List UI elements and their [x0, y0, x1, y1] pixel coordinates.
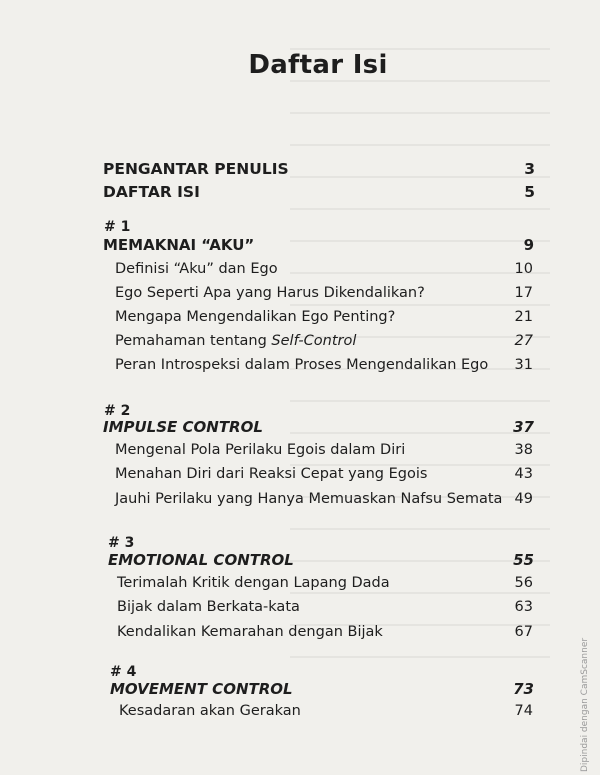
section-heading: MEMAKNAI “AKU”	[103, 236, 255, 254]
toc-page-number: 63	[514, 599, 533, 615]
toc-label: Menahan Diri dari Reaksi Cepat yang Egois	[115, 466, 428, 482]
toc-label: Definisi “Aku” dan Ego	[115, 261, 278, 277]
toc-entry	[0, 333, 600, 357]
toc-page-number: 17	[514, 285, 533, 301]
toc-entry	[0, 491, 600, 515]
section-page-number: 37	[513, 418, 534, 436]
toc-entry	[0, 575, 600, 599]
toc-label: Kesadaran akan Gerakan	[119, 703, 301, 719]
toc-label: Jauhi Perilaku yang Hanya Memuaskan Nafsu Semata	[115, 491, 503, 507]
toc-label: DAFTAR ISI	[103, 183, 200, 201]
section-page-number: 9	[523, 236, 534, 254]
section-number: # 2	[104, 403, 131, 419]
toc-entry	[0, 357, 600, 381]
toc-label: Ego Seperti Apa yang Harus Dikendalikan?	[115, 285, 425, 301]
toc-page-number: 74	[514, 703, 533, 719]
toc-page-number: 38	[514, 442, 533, 458]
toc-page-number: 56	[514, 575, 533, 591]
toc-page-number: 5	[524, 183, 535, 201]
toc-entry	[0, 442, 600, 466]
toc-label: Mengapa Mengendalikan Ego Penting?	[115, 309, 396, 325]
toc-page-number: 27	[514, 333, 533, 349]
scanner-watermark: Dipindai dengan CamScanner	[580, 637, 590, 772]
section-number: # 1	[104, 219, 131, 235]
toc-page-number: 3	[524, 160, 535, 178]
section-page-number: 55	[513, 551, 534, 569]
toc-page-number: 43	[514, 466, 533, 482]
toc-entry	[0, 285, 600, 309]
section-page-number: 73	[513, 680, 534, 698]
toc-label-prefix: Pemahaman tentang	[115, 333, 272, 349]
section-number: # 4	[110, 664, 137, 680]
section-heading-row	[0, 236, 600, 260]
section-heading: MOVEMENT CONTROL	[110, 680, 293, 698]
toc-label: Peran Introspeksi dalam Proses Mengendalikan Ego	[115, 357, 489, 373]
toc-label	[115, 333, 356, 349]
toc-entry	[0, 624, 600, 648]
section-heading-row	[0, 418, 600, 442]
toc-page-number: 10	[514, 261, 533, 277]
toc-entry	[0, 466, 600, 490]
section-heading-row	[0, 551, 600, 575]
toc-entry	[0, 703, 600, 727]
section-heading-row	[0, 680, 600, 704]
section-heading: IMPULSE CONTROL	[103, 418, 263, 436]
page-title: Daftar Isi	[248, 50, 388, 80]
toc-label: Bijak dalam Berkata-kata	[117, 599, 300, 615]
toc-entry-front	[0, 160, 600, 184]
toc-label: Kendalikan Kemarahan dengan Bijak	[117, 624, 383, 640]
toc-label-italic: Self-Control	[271, 333, 357, 349]
toc-entry	[0, 309, 600, 333]
toc-page-number: 21	[514, 309, 533, 325]
section-heading: EMOTIONAL CONTROL	[108, 551, 294, 569]
toc-page-number: 49	[514, 491, 533, 507]
toc-label: PENGANTAR PENULIS	[103, 160, 289, 178]
section-number: # 3	[108, 535, 135, 551]
toc-label: Mengenal Pola Perilaku Egois dalam Diri	[115, 442, 406, 458]
toc-page-number: 31	[514, 357, 533, 373]
toc-entry-front	[0, 183, 600, 207]
toc-entry	[0, 261, 600, 285]
toc-entry	[0, 599, 600, 623]
toc-label: Terimalah Kritik dengan Lapang Dada	[117, 575, 390, 591]
toc-page-number: 67	[514, 624, 533, 640]
